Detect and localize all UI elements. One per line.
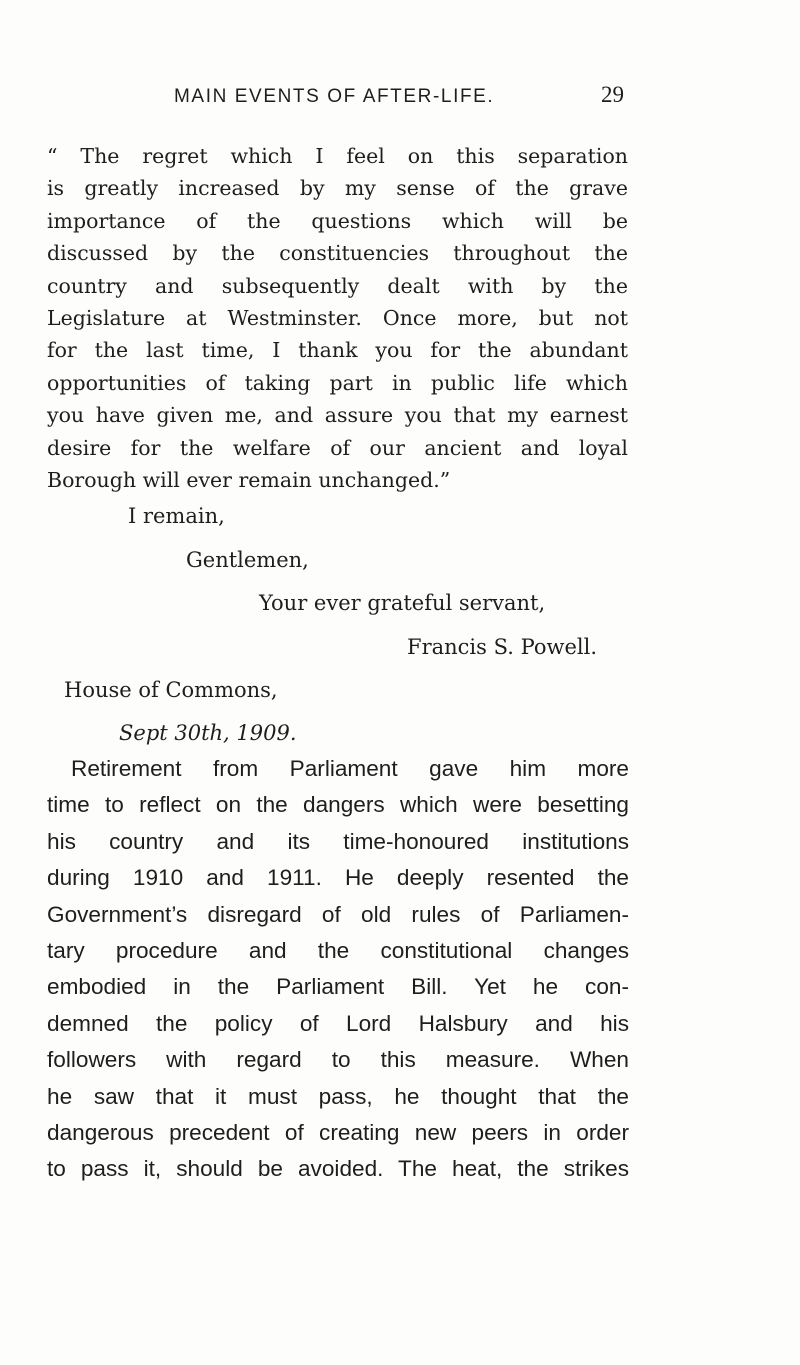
quote-line: is greatly increased by my sense of the grave xyxy=(47,176,628,201)
sender-address: House of Commons, xyxy=(64,678,278,702)
quote-line: importance of the questions which will be xyxy=(47,208,628,233)
body-line: embodied in the Parliament Bill. Yet he con- xyxy=(47,974,629,1000)
body-line: dangerous precedent of creating new peers in order xyxy=(47,1119,629,1145)
quote-line: desire for the welfare of our ancient and loyal xyxy=(47,435,628,460)
body-line: during 1910 and 1911. He deeply resented the xyxy=(47,865,629,891)
quote-line: “ The regret which I feel on this separation xyxy=(47,144,628,168)
signature: Francis S. Powell. xyxy=(407,635,598,659)
body-line: Retirement from Parliament gave him more xyxy=(71,756,629,781)
body-paragraph xyxy=(47,751,629,1188)
body-line: he saw that it must pass, he thought that the xyxy=(47,1083,629,1109)
body-line: tary procedure and the constitutional changes xyxy=(47,937,629,963)
body-line: his country and its time-honoured institutions xyxy=(47,828,629,854)
quote-line: you have given me, and assure you that my earnest xyxy=(47,403,628,428)
page-number: 29 xyxy=(601,82,624,107)
body-line: followers with regard to this measure. When xyxy=(47,1047,629,1073)
body-line: time to reflect on the dangers which were besetting xyxy=(47,792,629,818)
closing-servant: Your ever grateful servant, xyxy=(259,591,546,615)
body-line: demned the policy of Lord Halsbury and his xyxy=(47,1010,629,1036)
body-line: Government’s disregard of old rules of Parliamen- xyxy=(47,901,629,927)
closing-remain: I remain, xyxy=(128,504,225,528)
quoted-letter xyxy=(47,140,628,496)
running-header xyxy=(150,80,624,116)
quote-line: discussed by the constituencies throughout the xyxy=(47,241,628,266)
quote-line: opportunities of taking part in public life which xyxy=(47,370,628,395)
running-title: MAIN EVENTS OF AFTER-LIFE. xyxy=(174,86,495,107)
quote-line: country and subsequently dealt with by the xyxy=(47,273,628,298)
quote-line: Borough will ever remain unchanged.” xyxy=(47,467,451,492)
body-line: to pass it, should be avoided. The heat, the strikes xyxy=(47,1156,629,1182)
quote-line: for the last time, I thank you for the abundant xyxy=(47,338,628,363)
letter-date: Sept 30th, 1909. xyxy=(119,721,297,745)
closing-salutation: Gentlemen, xyxy=(186,548,309,572)
quote-line: Legislature at Westminster. Once more, but not xyxy=(47,305,628,330)
